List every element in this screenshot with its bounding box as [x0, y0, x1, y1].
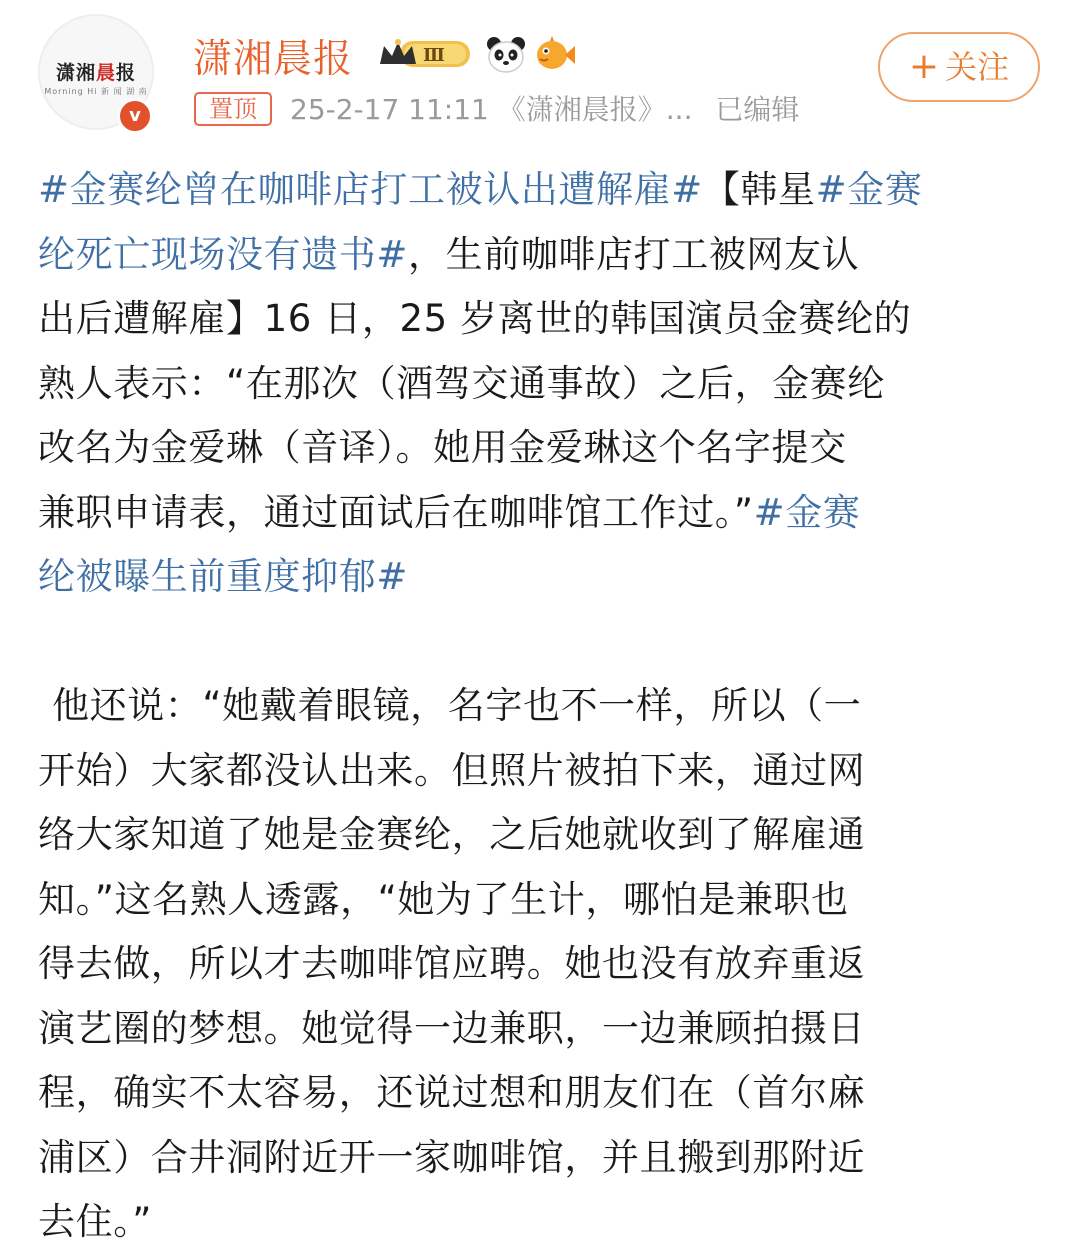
post-paragraph-2	[38, 674, 1038, 1255]
level-badge-text: Ⅲ	[423, 45, 445, 66]
edited-label[interactable]: 已编辑	[715, 93, 800, 126]
post-text-line: 出后遭解雇】16 日，25 岁离世的韩国演员金赛纶的	[38, 297, 912, 340]
post-text-line: 得去做，所以才去咖啡馆应聘。她也没有放弃重返	[38, 942, 866, 985]
post-text-line: 熟人表示：“在那次（酒驾交通事故）之后，金赛纶	[38, 361, 885, 405]
hashtag-link[interactable]: 纶被曝生前重度抑郁#	[38, 555, 409, 598]
pufferfish-icon	[532, 34, 576, 74]
post-text-line: 改名为金爱琳（音译）。她用金爱琳这个名字提交	[38, 426, 847, 469]
post-text-line: 开始）大家都没认出来。但照片被拍下来，通过网	[38, 748, 866, 792]
post-text-line: 知。”这名熟人透露，“她为了生计，哪怕是兼职也	[38, 877, 849, 921]
avatar-logo-subtext: Morning Hi 新 闻 湖 南	[44, 87, 148, 96]
post-text-line: 浦区）合井洞附近开一家咖啡馆，并且搬到那附近	[38, 1135, 866, 1179]
post-text-line: 络大家知道了她是金赛纶，之后她就收到了解雇通	[38, 813, 866, 856]
plus-icon: +	[908, 46, 940, 87]
follow-label: 关注	[945, 48, 1010, 86]
post-meta	[290, 88, 799, 128]
follow-button[interactable]	[878, 32, 1040, 102]
account-name[interactable]: 潇湘晨报	[193, 37, 354, 82]
verified-badge-icon: v	[117, 98, 153, 134]
hashtag-link[interactable]: 纶死亡现场没有遗书#	[38, 232, 409, 276]
pinned-tag: 置顶	[194, 92, 272, 126]
hashtag-link[interactable]: #金赛	[815, 168, 923, 211]
post-text-line: 程，确实不太容易，还说过想和朋友们在（首尔麻	[38, 1071, 866, 1114]
post-body	[38, 158, 1038, 1255]
hashtag-link[interactable]: #金赛	[753, 490, 861, 534]
source-link[interactable]: 《潇湘晨报》...	[497, 93, 693, 126]
panda-icon	[484, 34, 528, 74]
post-text-line: 去住。”	[38, 1200, 153, 1243]
post-header	[0, 0, 1080, 145]
hashtag-link[interactable]: #金赛纶曾在咖啡店打工被认出遭解雇#	[38, 168, 703, 211]
crown-level-badge-icon	[376, 36, 476, 72]
post-paragraph-1: #金赛纶曾在咖啡店打工被认出遭解雇#【韩星#金赛 纶死亡现场没有遗书#，生前咖啡店打工被网友认 出后遭解雇】16 日，25 岁离世的韩国演员金赛纶的 熟人表示：“在那次（酒驾交通事故）之后，金赛纶 改名为金爱琳（音译）。她用金爱琳这个名字提交 兼职申请表，通过面试后在咖啡馆工作过。”#金赛 纶被曝生前重度抑郁#	[38, 158, 1038, 610]
post-text-line: 他还说：“她戴着眼镜，名字也不一样，所以（一	[52, 684, 862, 727]
timestamp: 25-2-17 11:11	[290, 93, 489, 126]
avatar-logo-text: 潇湘晨报	[55, 62, 137, 84]
post-text-line: 演艺圈的梦想。她觉得一边兼职，一边兼顾拍摄日	[38, 1006, 866, 1050]
